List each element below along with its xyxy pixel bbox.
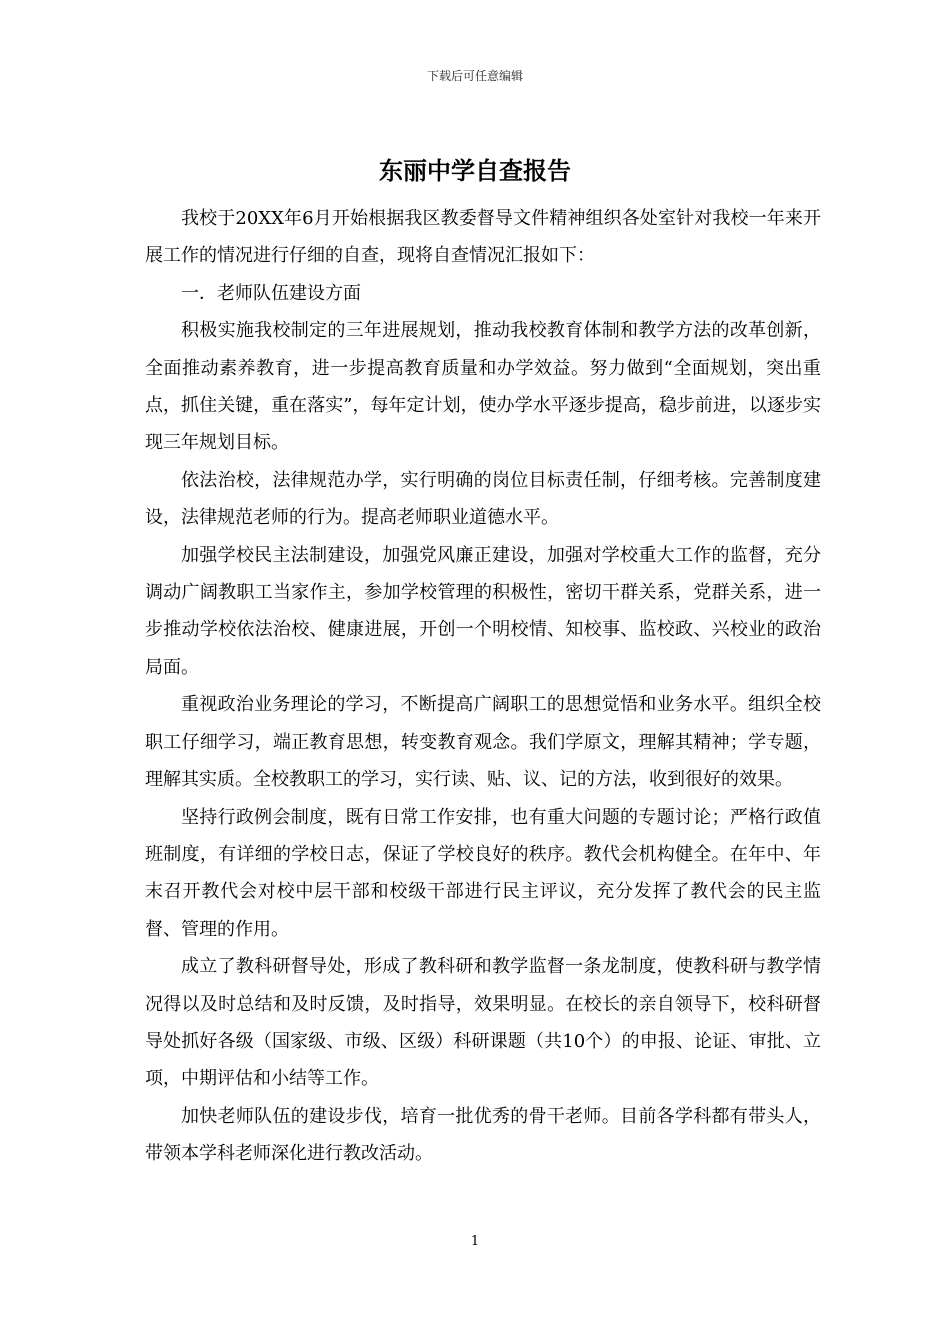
body-paragraph: 加强学校民主法制建设，加强党风廉正建设，加强对学校重大工作的监督，充分调动广阔教职工当家作主，参加学校管理的积极性，密切干群关系，党群关系，进一步推动学校依法治校、健康进展，开创一个明校情、知校事、监校政、兴校业的政治局面。 — [145, 544, 821, 678]
body-paragraph: 依法治校，法律规范办学，实行明确的岗位目标责任制，仔细考核。完善制度建设，法律规范老师的行为。提高老师职业道德水平。 — [145, 469, 821, 529]
body-paragraph: 坚持行政例会制度，既有日常工作安排，也有重大问题的专题讨论；严格行政值班制度，有详细的学校日志，保证了学校良好的秩序。教代会机构健全。在年中、年末召开教代会对校中层干部和校级干部进行民主评议，充分发挥了教代会的民主监督、管理的作用。 — [145, 806, 821, 940]
document-body — [145, 200, 821, 1173]
header-note: 下载后可任意编辑 — [426, 69, 523, 83]
body-paragraph: 成立了教科研督导处，形成了教科研和教学监督一条龙制度，使教科研与教学情况得以及时总结和及时反馈，及时指导，效果明显。在校长的亲自领导下，校科研督导处抓好各级（国家级、市级、区级）科研课题（共10个）的申报、论证、审批、立项，中期评估和小结等工作。 — [145, 956, 821, 1090]
body-paragraph: 重视政治业务理论的学习，不断提高广阔职工的思想觉悟和业务水平。组织全校职工仔细学习，端正教育思想，转变教育观念。我们学原文，理解其精神；学专题，理解其实质。全校教职工的学习，实行读、贴、议、记的方法，收到很好的效果。 — [145, 694, 821, 791]
page-number: 1 — [470, 1234, 480, 1249]
intro-paragraph: 我校于20XX年6月开始根据我区教委督导文件精神组织各处室针对我校一年来开展工作的情况进行仔细的自查，现将自查情况汇报如下： — [145, 208, 821, 267]
document-title: 东丽中学自查报告 — [379, 156, 571, 185]
body-paragraph: 加快老师队伍的建设步伐，培育一批优秀的骨干老师。目前各学科都有带头人，带领本学科老师深化进行教改活动。 — [145, 1105, 821, 1165]
section-heading: 一．老师队伍建设方面 — [181, 282, 361, 304]
body-paragraph: 积极实施我校制定的三年进展规划，推动我校教育体制和教学方法的改革创新，全面推动素养教育，进一步提高教育质量和办学效益。努力做到“全面规划，突出重点，抓住关键，重在落实”，每年定计划，使办学水平逐步提高，稳步前进，以逐步实现三年规划目标。 — [145, 320, 821, 454]
